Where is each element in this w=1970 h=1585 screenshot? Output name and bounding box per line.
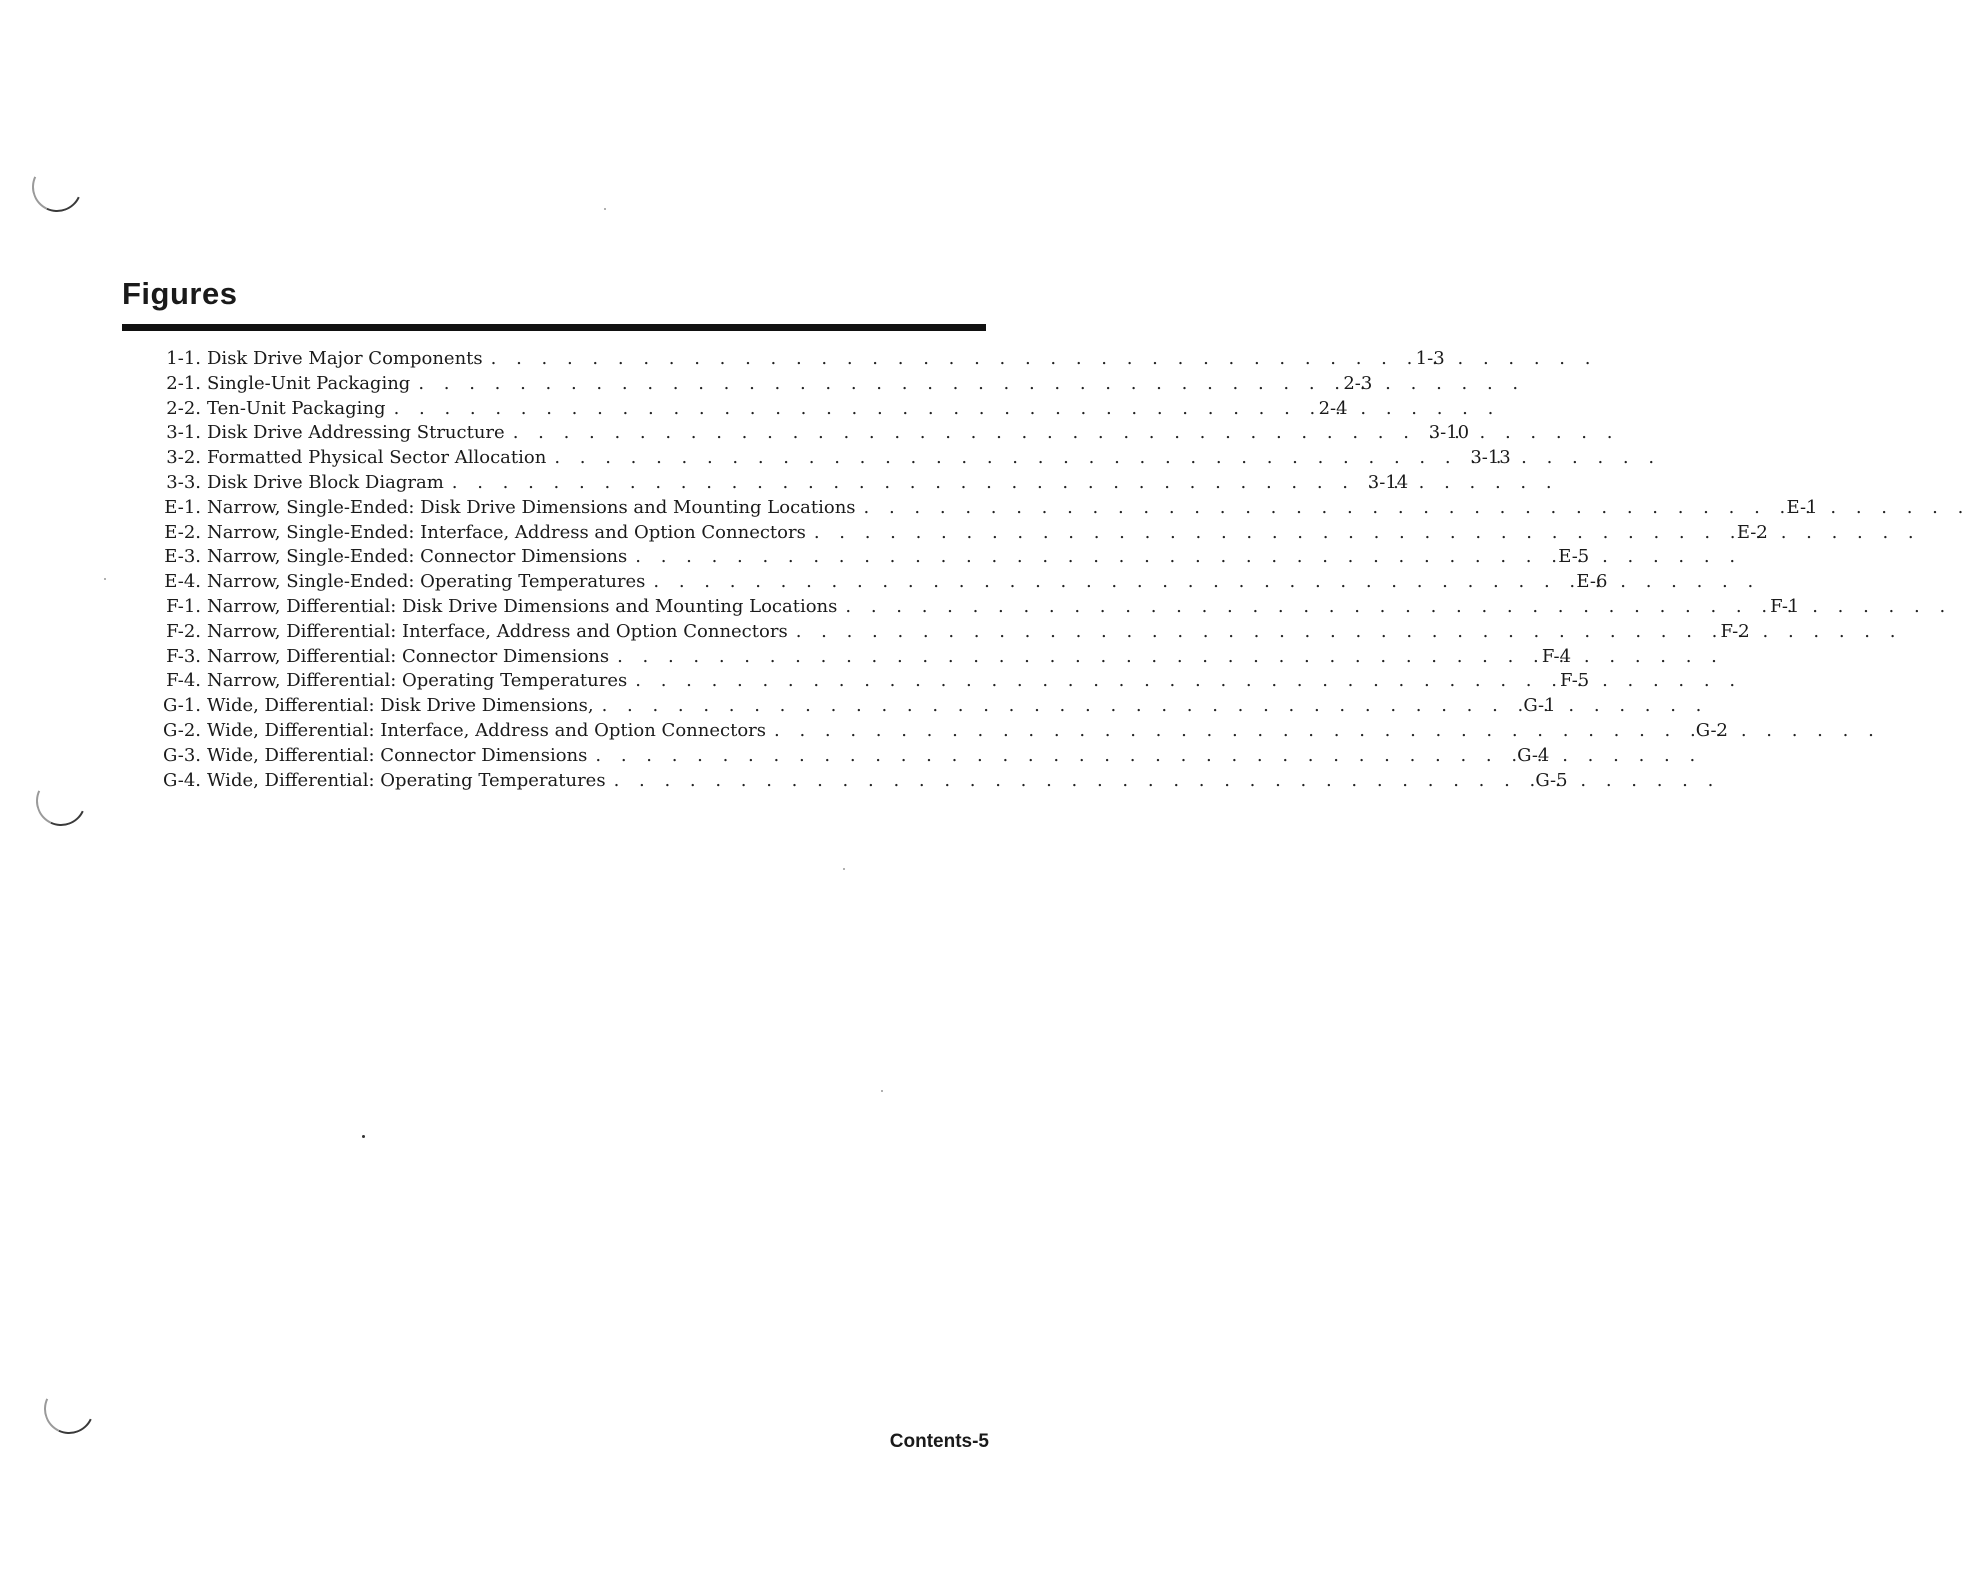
figure-entry[interactable] [150,620,1750,645]
figure-entry[interactable] [150,347,1445,372]
figure-number: G-4. [163,769,201,791]
dot-leader [653,570,1491,595]
figure-page-number: E-1 [1786,496,1818,518]
figure-number: G-3. [163,744,201,766]
figure-page-number: E-2 [1736,521,1768,543]
figures-list [150,347,1818,793]
figure-entry[interactable] [150,471,1409,496]
figure-entry[interactable] [150,694,1556,719]
figure-number: 3-1. [166,422,201,444]
dot-leader [617,645,1455,670]
figure-title: Narrow, Single-Ended: Interface, Address and Option Connectors [207,521,806,543]
dot-leader [635,545,1473,570]
figure-page-number: F-5 [1560,670,1590,692]
figure-title: Wide, Differential: Connector Dimensions [207,744,588,766]
figure-entry[interactable] [150,397,1348,422]
dot-leader [796,620,1634,645]
figure-page-number: 2-3 [1343,372,1373,394]
dot-leader [595,744,1433,769]
figure-title: Narrow, Single-Ended: Connector Dimensions [207,546,628,568]
figure-title: Narrow, Differential: Operating Temperatures [207,670,628,692]
figure-entry[interactable] [150,744,1550,769]
figure-page-number: 2-4 [1318,397,1348,419]
figure-title: Narrow, Differential: Connector Dimensions [207,645,610,667]
punch-hole-top [25,155,89,219]
figure-page-number: G-4 [1517,744,1550,766]
figure-title: Wide, Differential: Operating Temperatures [207,769,606,791]
scan-speck [362,1135,365,1138]
figure-page-number: 3-14 [1367,471,1409,493]
figure-entry[interactable] [150,446,1511,471]
dot-leader [864,496,1702,521]
figure-number: F-1. [166,595,201,617]
figure-page-number: G-5 [1535,769,1568,791]
figure-title: Disk Drive Major Components [207,348,483,369]
figure-page-number: G-2 [1695,719,1728,741]
figure-page-number: F-2 [1720,620,1750,642]
figure-entry[interactable] [150,421,1470,446]
title-rule [122,324,986,331]
dot-leader [394,397,1232,422]
figure-title: Narrow, Single-Ended: Disk Drive Dimensions and Mounting Locations [207,496,856,518]
page-title: Figures [122,276,238,311]
figure-page-number: E-6 [1576,571,1608,593]
figure-page-number: 1-3 [1415,348,1445,369]
scan-speck [881,1090,883,1092]
figure-number: 3-2. [166,447,201,469]
figure-number: G-1. [163,695,201,717]
page-footer: Contents-5 [889,1431,989,1452]
figure-number: F-4. [166,670,201,692]
scan-speck [604,208,606,210]
punch-hole-middle [29,769,93,833]
figure-entry[interactable] [150,496,1818,521]
figure-title: Wide, Differential: Interface, Address and Option Connectors [207,719,766,741]
dot-leader [418,372,1256,397]
figure-number: 1-1. [166,348,201,369]
figure-title: Single-Unit Packaging [207,372,411,394]
dot-leader [513,421,1351,446]
figure-number: E-3. [164,546,201,568]
figure-title: Narrow, Differential: Disk Drive Dimensions and Mounting Locations [207,595,838,617]
dot-leader [602,694,1440,719]
dot-leader [774,719,1612,744]
dot-leader [814,521,1652,546]
figure-entry[interactable] [150,521,1768,546]
figure-number: F-3. [166,645,201,667]
punch-hole-bottom [37,1377,101,1441]
figure-title: Narrow, Single-Ended: Operating Temperatures [207,571,646,593]
dot-leader [635,669,1473,694]
figure-title: Wide, Differential: Disk Drive Dimensions, [207,695,594,717]
figure-title: Narrow, Differential: Interface, Address and Option Connectors [207,620,788,642]
figure-number: 2-1. [166,372,201,394]
scan-speck [104,578,106,580]
figure-title: Formatted Physical Sector Allocation [207,447,547,469]
figure-entry[interactable] [150,769,1568,794]
figure-number: E-1. [164,496,201,518]
figure-title: Disk Drive Addressing Structure [207,422,505,444]
figure-page-number: F-4 [1541,645,1572,667]
figure-entry[interactable] [150,719,1728,744]
dot-leader [452,471,1290,496]
figure-entry[interactable] [150,669,1590,694]
figure-number: 3-3. [166,471,201,493]
figure-number: E-2. [164,521,201,543]
figure-page-number: 3-10 [1428,422,1470,444]
figure-number: E-4. [164,571,201,593]
scan-speck [843,868,845,870]
dot-leader [614,769,1452,794]
figure-page-number: E-5 [1558,546,1590,568]
figure-entry[interactable] [150,645,1572,670]
figure-page-number: F-1 [1770,595,1800,617]
figure-page-number: 3-13 [1470,447,1511,469]
dot-leader [845,595,1683,620]
figure-number: 2-2. [166,397,201,419]
figure-entry[interactable] [150,595,1800,620]
figure-number: F-2. [166,620,201,642]
figure-title: Disk Drive Block Diagram [207,471,444,493]
figure-page-number: G-1 [1523,695,1556,717]
dot-leader [491,347,1329,372]
figure-number: G-2. [163,719,201,741]
figure-entry[interactable] [150,545,1590,570]
figure-title: Ten-Unit Packaging [207,397,386,419]
dot-leader [554,446,1392,471]
figure-entry[interactable] [150,372,1373,397]
figure-entry[interactable] [150,570,1608,595]
